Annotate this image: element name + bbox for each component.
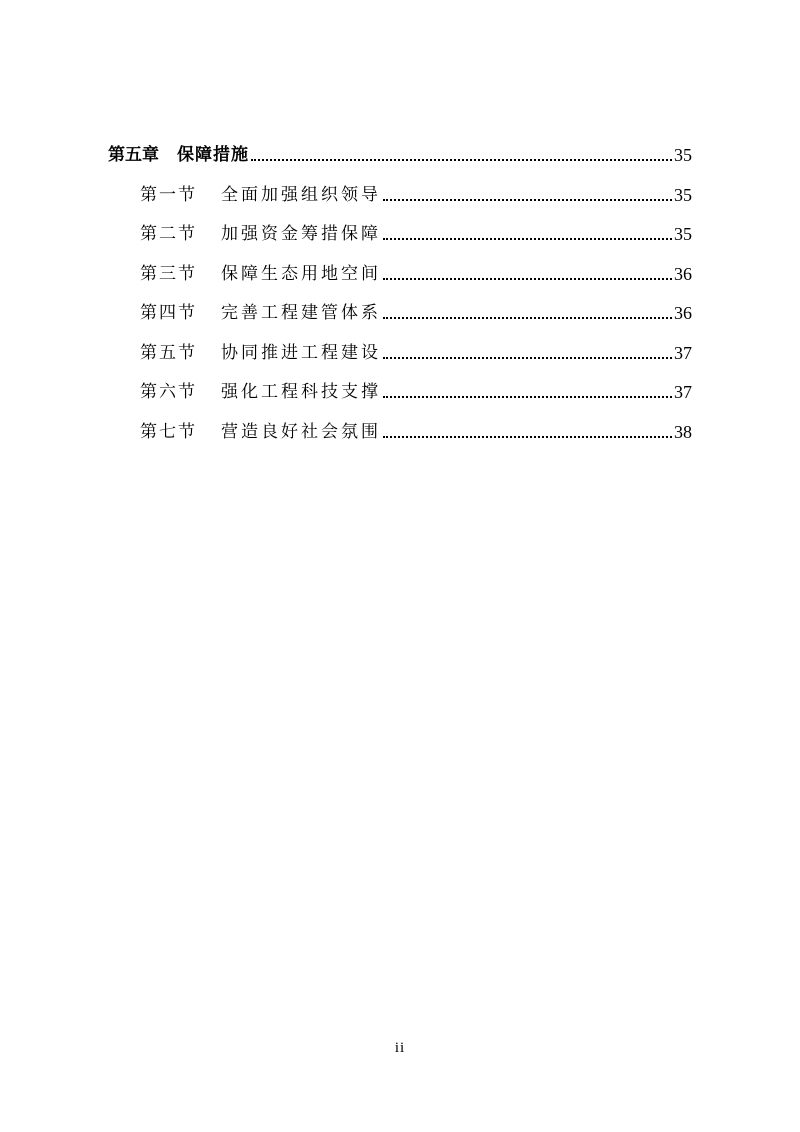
toc-section-entry[interactable] <box>0 255 800 285</box>
section-title: 加强资金筹措保障 <box>221 224 381 244</box>
dot-leader <box>383 238 672 240</box>
toc-entry <box>140 381 692 403</box>
section-page-number: 35 <box>674 185 692 205</box>
dot-leader <box>383 199 672 201</box>
section-title: 完善工程建管体系 <box>221 303 381 323</box>
toc-section-entry[interactable] <box>0 215 800 245</box>
section-page-number: 37 <box>674 343 692 363</box>
toc-entry <box>140 223 692 245</box>
toc-section-label <box>140 184 381 206</box>
toc-section-label <box>140 381 381 403</box>
section-number: 第五节 <box>140 343 197 363</box>
toc-entry <box>140 421 692 443</box>
page-footer-number: ii <box>394 1040 406 1056</box>
chapter-title: 保障措施 <box>177 145 249 165</box>
dot-leader <box>383 436 672 438</box>
section-number: 第一节 <box>140 185 197 205</box>
dot-leader <box>383 357 672 359</box>
toc-section-entry[interactable] <box>0 176 800 206</box>
section-page-number: 38 <box>674 422 692 442</box>
toc-section-label <box>140 342 381 364</box>
section-title: 全面加强组织领导 <box>221 185 381 205</box>
chapter-number: 第五章 <box>108 145 159 165</box>
toc-entry <box>140 302 692 324</box>
section-page-number: 36 <box>674 303 692 323</box>
section-number: 第二节 <box>140 224 197 244</box>
section-title: 保障生态用地空间 <box>221 264 381 284</box>
toc-section-label <box>140 302 381 324</box>
section-number: 第三节 <box>140 264 197 284</box>
section-page-number: 35 <box>674 224 692 244</box>
dot-leader <box>383 317 672 319</box>
toc-entry <box>140 184 692 206</box>
chapter-page-number: 35 <box>674 145 692 165</box>
dot-leader <box>251 159 672 161</box>
toc-section-label <box>140 421 381 443</box>
section-number: 第四节 <box>140 303 197 323</box>
toc-section-label <box>140 223 381 245</box>
dot-leader <box>383 278 672 280</box>
toc-entry <box>108 144 692 166</box>
section-title: 强化工程科技支撑 <box>221 382 381 402</box>
section-page-number: 37 <box>674 382 692 402</box>
section-title: 协同推进工程建设 <box>221 343 381 363</box>
toc-section-entry[interactable] <box>0 294 800 324</box>
toc-section-entry[interactable] <box>0 334 800 364</box>
section-page-number: 36 <box>674 264 692 284</box>
section-number: 第六节 <box>140 382 197 402</box>
dot-leader <box>383 396 672 398</box>
toc-section-label <box>140 263 381 285</box>
toc-chapter-entry[interactable] <box>0 136 800 166</box>
toc-section-entry[interactable] <box>0 373 800 403</box>
toc-chapter-label <box>108 144 249 166</box>
section-number: 第七节 <box>140 422 197 442</box>
toc-entry <box>140 263 692 285</box>
section-title: 营造良好社会氛围 <box>221 422 381 442</box>
toc-section-entry[interactable] <box>0 413 800 443</box>
toc-entry <box>140 342 692 364</box>
